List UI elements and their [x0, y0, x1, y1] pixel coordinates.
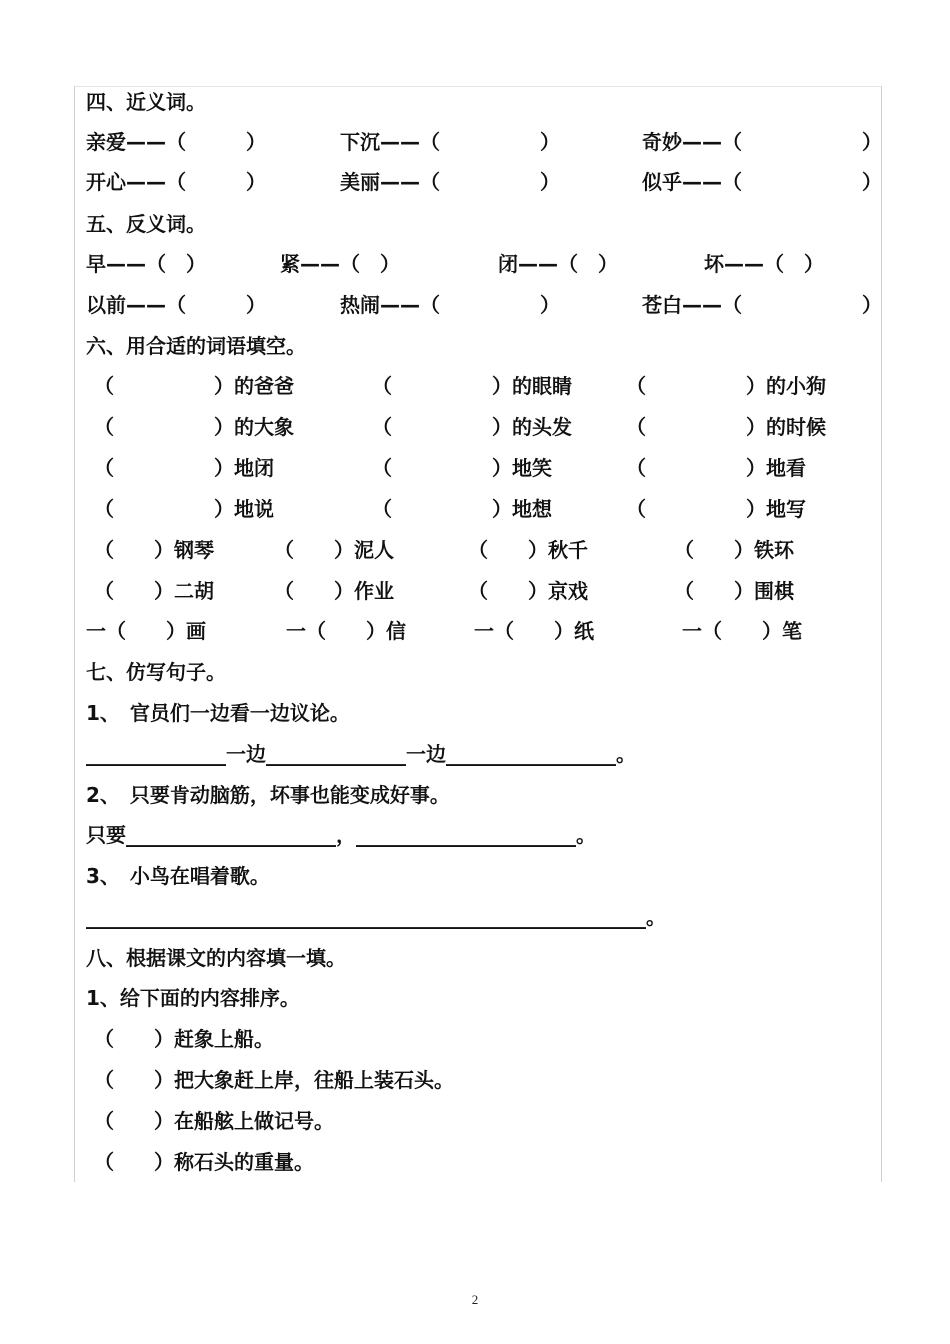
fill-row-5 — [0, 530, 950, 570]
fill-item: （ ）地笑 — [372, 456, 552, 480]
section-8-title: 八、根据课文的内容填一填。 — [86, 946, 346, 970]
ordering-item-text: （ ）在船舷上做记号。 — [94, 1109, 334, 1133]
fill-item: （ ）作业 — [274, 579, 394, 603]
ordering-item — [0, 1019, 950, 1059]
antonym-item: 坏——（ ） — [704, 252, 824, 276]
ordering-item — [0, 1060, 950, 1100]
fill-item: 一（ ）画 — [86, 619, 206, 643]
synonym-item: 开心——（ ） — [86, 170, 266, 194]
ordering-item-text: （ ）赶象上船。 — [94, 1027, 274, 1051]
antonym-item: 以前——（ ） — [86, 293, 266, 317]
ordering-item — [0, 1142, 950, 1182]
fill-item: 一（ ）信 — [286, 619, 406, 643]
answer-line: ________________________________________________________。 — [86, 905, 666, 929]
fill-row-3 — [0, 448, 950, 488]
section-7-title: 七、仿写句子。 — [86, 660, 226, 684]
synonym-item: 下沉——（ ） — [340, 130, 560, 154]
ordering-item-text: （ ）把大象赶上岸，往船上装石头。 — [94, 1068, 454, 1092]
fill-item: （ ）地想 — [372, 497, 552, 521]
antonym-item: 紧——（ ） — [280, 252, 400, 276]
answer-line: ______________一边______________一边_________________。 — [86, 742, 636, 766]
imitation-answer-3 — [0, 897, 950, 937]
ordering-question — [0, 978, 950, 1018]
antonym-item: 热闹——（ ） — [340, 293, 560, 317]
imitation-answer-1 — [0, 734, 950, 774]
fill-item: 一（ ）纸 — [474, 619, 594, 643]
section-6-title-row — [0, 326, 950, 366]
fill-item: 一（ ）笔 — [682, 619, 802, 643]
antonym-item: 早——（ ） — [86, 252, 206, 276]
fill-item: （ ）铁环 — [674, 538, 794, 562]
question-text: 2、 只要肯动脑筋，坏事也能变成好事。 — [86, 783, 450, 807]
fill-item: （ ）地闭 — [94, 456, 274, 480]
fill-item: （ ）京戏 — [468, 579, 588, 603]
section-8-title-row — [0, 938, 950, 978]
fill-item: （ ）围棋 — [674, 579, 794, 603]
fill-row-2 — [0, 407, 950, 447]
synonym-item: 亲爱——（ ） — [86, 130, 266, 154]
fill-item: （ ）秋千 — [468, 538, 588, 562]
question-text: 3、 小鸟在唱着歌。 — [86, 864, 270, 888]
section-5-title-row — [0, 204, 950, 244]
question-text: 1、给下面的内容排序。 — [86, 986, 300, 1010]
fill-item: （ ）地看 — [626, 456, 806, 480]
page-number: 2 — [471, 1292, 479, 1307]
fill-item: （ ）泥人 — [274, 538, 394, 562]
fill-row-6 — [0, 571, 950, 611]
synonym-row-1 — [0, 122, 950, 162]
fill-item: （ ）的时候 — [626, 415, 826, 439]
fill-row-7 — [0, 611, 950, 651]
antonym-item: 闭——（ ） — [498, 252, 618, 276]
fill-row-1 — [0, 366, 950, 406]
synonym-row-2 — [0, 162, 950, 202]
section-4-title-row — [0, 82, 950, 122]
question-text: 1、 官员们一边看一边议论。 — [86, 701, 350, 725]
synonym-item: 似乎——（ ） — [642, 170, 882, 194]
imitation-question-3 — [0, 856, 950, 896]
fill-item: （ ）的小狗 — [626, 374, 826, 398]
fill-item: （ ）的爸爸 — [94, 374, 294, 398]
fill-item: （ ）的头发 — [372, 415, 572, 439]
fill-item: （ ）的大象 — [94, 415, 294, 439]
answer-line: 只要_____________________，______________________。 — [86, 823, 596, 847]
fill-item: （ ）二胡 — [94, 579, 214, 603]
imitation-answer-2 — [0, 815, 950, 855]
antonym-row-1 — [0, 244, 950, 284]
antonym-row-2 — [0, 285, 950, 325]
fill-item: （ ）地写 — [626, 497, 806, 521]
fill-item: （ ）地说 — [94, 497, 274, 521]
imitation-question-2 — [0, 775, 950, 815]
section-4-title: 四、近义词。 — [86, 90, 206, 114]
synonym-item: 奇妙——（ ） — [642, 130, 882, 154]
imitation-question-1 — [0, 693, 950, 733]
synonym-item: 美丽——（ ） — [340, 170, 560, 194]
antonym-item: 苍白——（ ） — [642, 293, 882, 317]
fill-item: （ ）钢琴 — [94, 538, 214, 562]
fill-row-4 — [0, 489, 950, 529]
ordering-item-text: （ ）称石头的重量。 — [94, 1150, 314, 1174]
section-6-title: 六、用合适的词语填空。 — [86, 334, 306, 358]
ordering-item — [0, 1101, 950, 1141]
section-7-title-row — [0, 652, 950, 692]
fill-item: （ ）的眼睛 — [372, 374, 572, 398]
section-5-title: 五、反义词。 — [86, 212, 206, 236]
